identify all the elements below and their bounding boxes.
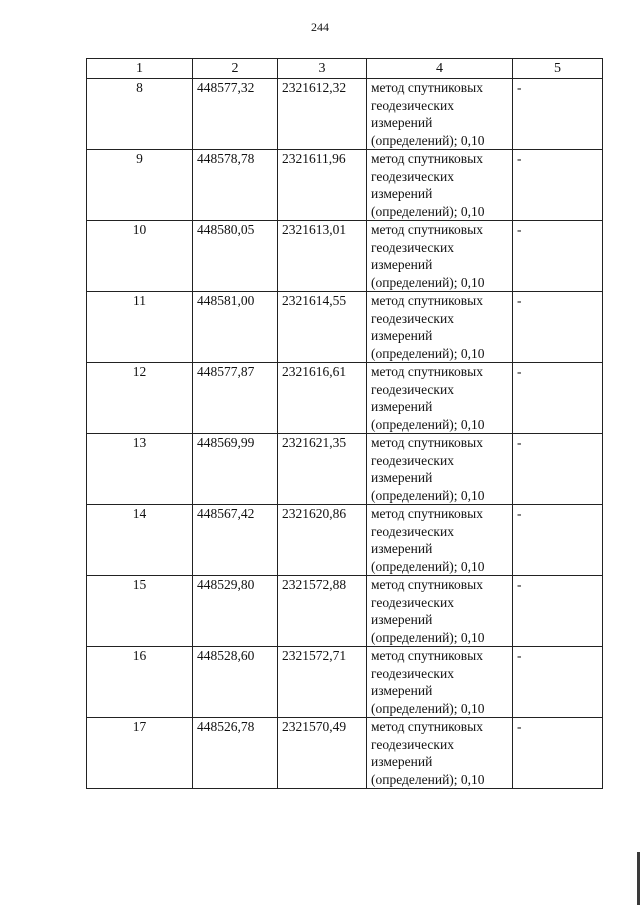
note-cell: - bbox=[513, 647, 603, 718]
note-cell: - bbox=[513, 434, 603, 505]
column-header-4: 4 bbox=[367, 59, 513, 79]
method-text-line: геодезических bbox=[371, 310, 454, 326]
y-coordinate-cell: 2321621,35 bbox=[278, 434, 367, 505]
column-header-5: 5 bbox=[513, 59, 603, 79]
table-row bbox=[87, 647, 603, 718]
x-coordinate-cell: 448577,32 bbox=[193, 79, 278, 150]
note-cell: - bbox=[513, 150, 603, 221]
table-row bbox=[87, 221, 603, 292]
method-text-line: метод спутниковых bbox=[371, 222, 483, 237]
method-text-line: измерений bbox=[371, 470, 433, 485]
point-number-cell: 12 bbox=[87, 363, 193, 434]
x-coordinate-cell: 448569,99 bbox=[193, 434, 278, 505]
method-text-line: (определений); 0,10 bbox=[371, 132, 485, 148]
method-text-line: измерений bbox=[371, 115, 433, 130]
method-cell bbox=[367, 363, 513, 434]
x-coordinate-cell: 448528,60 bbox=[193, 647, 278, 718]
method-text-line: (определений); 0,10 bbox=[371, 771, 485, 787]
method-text-line: метод спутниковых bbox=[371, 577, 483, 592]
method-text-line: геодезических bbox=[371, 168, 454, 184]
table-header-row bbox=[87, 59, 603, 79]
method-text-line: измерений bbox=[371, 754, 433, 769]
column-header-2: 2 bbox=[193, 59, 278, 79]
method-cell bbox=[367, 718, 513, 789]
method-text-line: (определений); 0,10 bbox=[371, 274, 485, 290]
method-cell bbox=[367, 434, 513, 505]
method-cell bbox=[367, 150, 513, 221]
column-header-3: 3 bbox=[278, 59, 367, 79]
x-coordinate-cell: 448580,05 bbox=[193, 221, 278, 292]
method-text-line: геодезических bbox=[371, 523, 454, 539]
table-row bbox=[87, 505, 603, 576]
note-cell: - bbox=[513, 292, 603, 363]
method-text-line: геодезических bbox=[371, 239, 454, 255]
method-text-line: метод спутниковых bbox=[371, 506, 483, 521]
column-header-1: 1 bbox=[87, 59, 193, 79]
method-cell bbox=[367, 292, 513, 363]
note-cell: - bbox=[513, 221, 603, 292]
method-text-line: (определений); 0,10 bbox=[371, 487, 485, 503]
note-cell: - bbox=[513, 363, 603, 434]
x-coordinate-cell: 448577,87 bbox=[193, 363, 278, 434]
method-text-line: измерений bbox=[371, 328, 433, 343]
method-text-line: (определений); 0,10 bbox=[371, 345, 485, 361]
method-text-line: (определений); 0,10 bbox=[371, 416, 485, 432]
point-number-cell: 9 bbox=[87, 150, 193, 221]
method-text-line: (определений); 0,10 bbox=[371, 700, 485, 716]
table-row bbox=[87, 150, 603, 221]
method-text-line: геодезических bbox=[371, 97, 454, 113]
method-text-line: (определений); 0,10 bbox=[371, 629, 485, 645]
method-text-line: (определений); 0,10 bbox=[371, 203, 485, 219]
y-coordinate-cell: 2321620,86 bbox=[278, 505, 367, 576]
method-text-line: геодезических bbox=[371, 594, 454, 610]
table-row bbox=[87, 363, 603, 434]
y-coordinate-cell: 2321613,01 bbox=[278, 221, 367, 292]
table-row bbox=[87, 576, 603, 647]
method-text-line: измерений bbox=[371, 399, 433, 414]
y-coordinate-cell: 2321614,55 bbox=[278, 292, 367, 363]
y-coordinate-cell: 2321616,61 bbox=[278, 363, 367, 434]
y-coordinate-cell: 2321572,71 bbox=[278, 647, 367, 718]
table-body bbox=[87, 79, 603, 789]
method-text-line: измерений bbox=[371, 612, 433, 627]
method-text-line: метод спутниковых bbox=[371, 435, 483, 450]
method-text-line: геодезических bbox=[371, 452, 454, 468]
point-number-cell: 8 bbox=[87, 79, 193, 150]
method-text-line: метод спутниковых bbox=[371, 151, 483, 166]
point-number-cell: 15 bbox=[87, 576, 193, 647]
x-coordinate-cell: 448529,80 bbox=[193, 576, 278, 647]
y-coordinate-cell: 2321612,32 bbox=[278, 79, 367, 150]
point-number-cell: 14 bbox=[87, 505, 193, 576]
method-text-line: метод спутниковых bbox=[371, 648, 483, 663]
y-coordinate-cell: 2321570,49 bbox=[278, 718, 367, 789]
y-coordinate-cell: 2321611,96 bbox=[278, 150, 367, 221]
method-text-line: измерений bbox=[371, 683, 433, 698]
x-coordinate-cell: 448567,42 bbox=[193, 505, 278, 576]
method-text-line: (определений); 0,10 bbox=[371, 558, 485, 574]
point-number-cell: 16 bbox=[87, 647, 193, 718]
note-cell: - bbox=[513, 576, 603, 647]
note-cell: - bbox=[513, 505, 603, 576]
table-row bbox=[87, 79, 603, 150]
method-cell bbox=[367, 576, 513, 647]
method-text-line: измерений bbox=[371, 257, 433, 272]
point-number-cell: 11 bbox=[87, 292, 193, 363]
method-text-line: метод спутниковых bbox=[371, 719, 483, 734]
point-number-cell: 13 bbox=[87, 434, 193, 505]
note-cell: - bbox=[513, 79, 603, 150]
y-coordinate-cell: 2321572,88 bbox=[278, 576, 367, 647]
method-text-line: измерений bbox=[371, 186, 433, 201]
method-cell bbox=[367, 647, 513, 718]
method-text-line: метод спутниковых bbox=[371, 293, 483, 308]
table-row bbox=[87, 292, 603, 363]
method-text-line: метод спутниковых bbox=[371, 80, 483, 95]
method-text-line: геодезических bbox=[371, 736, 454, 752]
x-coordinate-cell: 448578,78 bbox=[193, 150, 278, 221]
method-text-line: метод спутниковых bbox=[371, 364, 483, 379]
method-cell bbox=[367, 221, 513, 292]
note-cell: - bbox=[513, 718, 603, 789]
coordinates-table bbox=[86, 58, 603, 789]
page-number: 244 bbox=[311, 20, 329, 34]
table-row bbox=[87, 718, 603, 789]
x-coordinate-cell: 448581,00 bbox=[193, 292, 278, 363]
method-cell bbox=[367, 79, 513, 150]
method-text-line: геодезических bbox=[371, 381, 454, 397]
method-cell bbox=[367, 505, 513, 576]
method-text-line: измерений bbox=[371, 541, 433, 556]
x-coordinate-cell: 448526,78 bbox=[193, 718, 278, 789]
point-number-cell: 10 bbox=[87, 221, 193, 292]
method-text-line: геодезических bbox=[371, 665, 454, 681]
point-number-cell: 17 bbox=[87, 718, 193, 789]
table-row bbox=[87, 434, 603, 505]
